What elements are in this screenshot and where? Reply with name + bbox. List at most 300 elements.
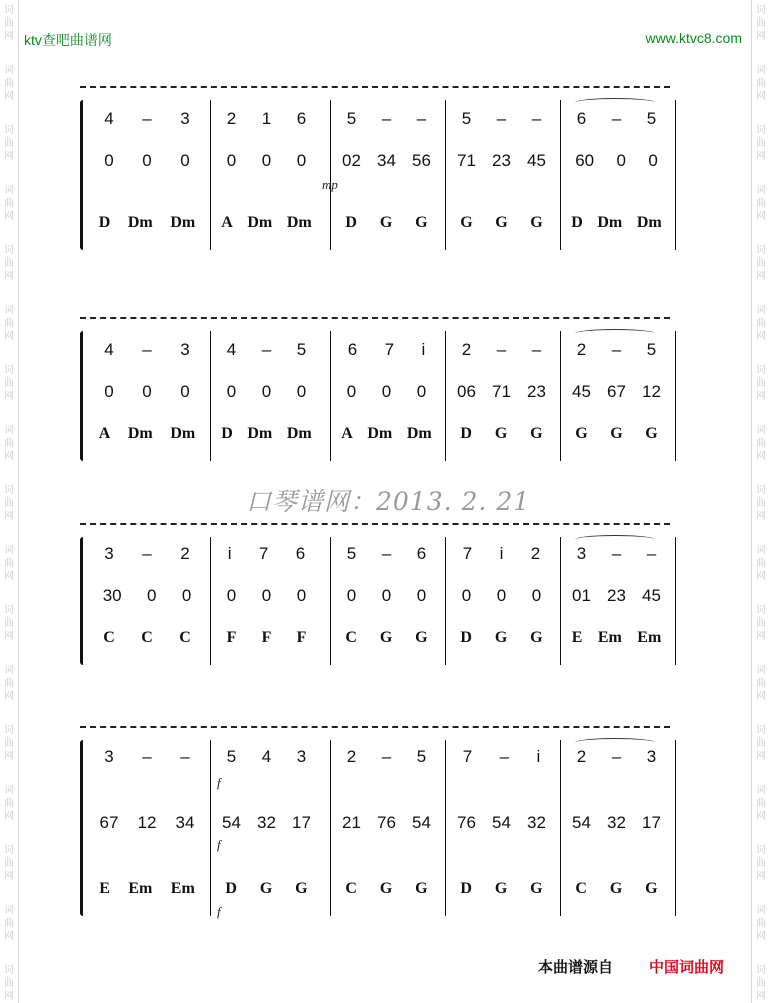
margin-char: 网 <box>756 571 766 582</box>
note-group: 2 <box>180 544 190 563</box>
chord-symbol: D <box>460 629 472 646</box>
margin-char: 曲 <box>4 858 14 869</box>
note-group: 54 <box>222 813 241 832</box>
note-group: 0 <box>296 151 307 170</box>
measure <box>449 625 554 651</box>
note-group: 5 <box>646 109 657 128</box>
measure <box>564 876 669 902</box>
note-group: 0 <box>416 586 427 605</box>
chord-symbol: C <box>345 880 357 897</box>
measure <box>334 421 439 447</box>
measure <box>449 583 554 609</box>
margin-char: 网 <box>4 271 14 282</box>
note-group: 3 <box>296 747 307 766</box>
bar-line <box>330 100 331 250</box>
note-group: – <box>611 544 622 563</box>
measure <box>449 106 554 132</box>
system-brace <box>80 100 83 250</box>
note-group: – <box>611 109 622 128</box>
measure <box>334 210 439 236</box>
bar-line <box>560 537 561 665</box>
margin-char: 网 <box>756 511 766 522</box>
chord-row <box>90 210 670 236</box>
note-group: 0 <box>261 151 272 170</box>
site-url-right: www.ktvc8.com <box>645 30 742 46</box>
note-group: 4 <box>261 747 272 766</box>
measure <box>334 337 439 363</box>
chord-symbol: D <box>221 425 233 442</box>
measure <box>214 625 319 651</box>
note-group: 45 <box>572 382 591 401</box>
bar-line <box>675 740 676 916</box>
note-group: 6 <box>576 109 587 128</box>
measure <box>449 337 554 363</box>
bar-line <box>445 740 446 916</box>
measure <box>449 810 554 836</box>
note-group: 6 <box>295 544 306 563</box>
note-group: i <box>421 340 426 359</box>
margin-char: 词 <box>756 365 766 376</box>
watermark-text: 口琴谱网：2013. 2. 21 <box>246 487 531 516</box>
note-group: 34 <box>377 151 396 170</box>
chord-symbol: G <box>379 880 393 897</box>
slur <box>575 738 655 747</box>
margin-char: 词 <box>756 545 766 556</box>
chord-symbol: Dm <box>170 214 196 231</box>
margin-char: 网 <box>4 571 14 582</box>
margin-char: 词 <box>4 965 14 976</box>
note-group: 0 <box>346 586 357 605</box>
chord-symbol: G <box>530 880 543 897</box>
margin-char: 曲 <box>756 78 766 89</box>
margin-char: 网 <box>4 211 14 222</box>
chord-symbol: C <box>141 629 153 646</box>
system-brace <box>80 331 83 461</box>
chord-symbol: Dm <box>170 425 196 442</box>
measure <box>90 148 204 174</box>
margin-char: 曲 <box>4 378 14 389</box>
margin-char: 曲 <box>4 738 14 749</box>
measure <box>334 625 439 651</box>
site-name-left: ktv查吧曲谱网 <box>24 32 112 48</box>
measure <box>449 379 554 405</box>
note-group: 5 <box>226 747 237 766</box>
bar-line <box>560 100 561 250</box>
note-group: 2 <box>346 747 357 766</box>
measure <box>564 744 669 770</box>
margin-char: 网 <box>4 811 14 822</box>
margin-char: 词 <box>4 845 14 856</box>
note-group: 5 <box>346 109 357 128</box>
chord-row <box>90 876 670 902</box>
note-group: 0 <box>381 586 392 605</box>
note-group: 0 <box>296 586 307 605</box>
note-group: – <box>381 747 392 766</box>
note-group: 71 <box>457 151 476 170</box>
chord-symbol: Dm <box>636 214 662 231</box>
note-group: 3 <box>180 109 190 128</box>
harmony-row <box>90 379 670 405</box>
note-group: 0 <box>381 382 392 401</box>
note-group: 5 <box>461 109 472 128</box>
slur <box>575 98 655 107</box>
margin-char: 词 <box>4 605 14 616</box>
margin-char: 曲 <box>4 558 14 569</box>
bar-line <box>675 537 676 665</box>
note-group: 12 <box>137 813 157 832</box>
note-group: 23 <box>607 586 626 605</box>
measure <box>334 744 439 770</box>
melody-row <box>90 744 670 770</box>
note-group: 4 <box>104 109 114 128</box>
chord-symbol: G <box>609 880 623 897</box>
note-group: 0 <box>531 586 542 605</box>
note-group: 34 <box>175 813 195 832</box>
margin-char: 网 <box>4 691 14 702</box>
note-group: 67 <box>607 382 626 401</box>
margin-char: 词 <box>4 305 14 316</box>
note-group: – <box>142 544 152 563</box>
measure <box>564 106 669 132</box>
measure <box>214 148 319 174</box>
note-group: – <box>142 747 152 766</box>
chord-symbol: Dm <box>286 425 312 442</box>
measure <box>334 148 439 174</box>
measure <box>334 876 439 902</box>
chord-row <box>90 421 670 447</box>
chord-symbol: F <box>296 629 307 646</box>
chord-symbol: Dm <box>367 425 393 442</box>
margin-char: 词 <box>4 545 14 556</box>
chord-symbol: D <box>98 214 111 231</box>
chord-symbol: G <box>295 880 308 897</box>
chord-symbol: D <box>225 880 237 897</box>
margin-char: 网 <box>756 211 766 222</box>
measure <box>90 421 204 447</box>
note-group: 76 <box>457 813 476 832</box>
note-group: 0 <box>181 586 192 605</box>
margin-char: 词 <box>756 485 766 496</box>
measure <box>449 541 554 567</box>
note-group: 0 <box>226 586 237 605</box>
margin-char: 曲 <box>756 918 766 929</box>
note-group: 32 <box>527 813 546 832</box>
note-group: 5 <box>416 747 427 766</box>
margin-char: 曲 <box>4 78 14 89</box>
note-group: 60 <box>575 151 595 170</box>
note-group: 7 <box>462 544 473 563</box>
margin-char: 网 <box>4 751 14 762</box>
margin-char: 词 <box>4 125 14 136</box>
margin-char: 曲 <box>756 258 766 269</box>
bar-line <box>445 100 446 250</box>
margin-char: 网 <box>756 331 766 342</box>
margin-char: 词 <box>4 725 14 736</box>
chord-symbol: G <box>415 629 428 646</box>
measure <box>334 541 439 567</box>
margin-char: 词 <box>4 785 14 796</box>
melody-row <box>90 541 670 567</box>
note-group: 0 <box>180 382 190 401</box>
dynamic-mark-f-harmony: f <box>217 837 221 852</box>
measure <box>214 337 319 363</box>
chord-symbol: E <box>99 880 110 897</box>
chord-symbol: F <box>226 629 237 646</box>
measure <box>449 210 554 236</box>
note-group: 17 <box>642 813 661 832</box>
margin-char: 词 <box>756 725 766 736</box>
measure <box>90 810 204 836</box>
note-group: 32 <box>607 813 626 832</box>
note-group: 3 <box>646 747 657 766</box>
bar-line <box>675 100 676 250</box>
chord-symbol: G <box>530 425 543 442</box>
measure <box>564 541 669 567</box>
margin-char: 曲 <box>756 318 766 329</box>
measure <box>90 379 204 405</box>
margin-char: 曲 <box>756 378 766 389</box>
note-group: 30 <box>102 586 122 605</box>
chord-symbol: Em <box>597 629 622 646</box>
note-group: i <box>499 544 504 563</box>
note-group: 5 <box>346 544 357 563</box>
harmony-row <box>90 148 670 174</box>
note-group: 21 <box>342 813 361 832</box>
note-group: 6 <box>416 544 427 563</box>
note-group: 76 <box>377 813 396 832</box>
chord-symbol: A <box>341 425 353 442</box>
margin-char: 曲 <box>4 618 14 629</box>
note-group: 7 <box>258 544 269 563</box>
margin-char: 曲 <box>4 18 14 29</box>
chord-symbol: A <box>98 425 111 442</box>
measure <box>449 876 554 902</box>
note-group: 56 <box>412 151 431 170</box>
margin-char: 网 <box>756 451 766 462</box>
note-group: 0 <box>104 151 114 170</box>
left-margin-strip <box>0 0 19 1003</box>
measure <box>564 379 669 405</box>
margin-char: 网 <box>4 391 14 402</box>
margin-char: 网 <box>4 151 14 162</box>
measure <box>564 210 669 236</box>
chord-symbol: G <box>530 629 543 646</box>
note-group: – <box>416 109 427 128</box>
dynamic-mark-f-melody: f <box>217 775 221 790</box>
note-group: 01 <box>572 586 591 605</box>
margin-char: 曲 <box>756 558 766 569</box>
margin-char: 网 <box>756 91 766 102</box>
measure <box>214 583 319 609</box>
bar-line <box>330 331 331 461</box>
chord-symbol: G <box>645 880 658 897</box>
measure <box>214 744 319 770</box>
chord-symbol: Dm <box>247 425 273 442</box>
note-group: 45 <box>642 586 661 605</box>
note-group: – <box>531 109 542 128</box>
chord-symbol: G <box>415 214 428 231</box>
measure <box>214 541 319 567</box>
chord-symbol: G <box>494 629 508 646</box>
margin-char: 曲 <box>756 858 766 869</box>
bar-line <box>445 331 446 461</box>
chord-row <box>90 625 670 651</box>
note-group: 0 <box>261 586 272 605</box>
margin-char: 网 <box>4 451 14 462</box>
note-group: – <box>499 747 510 766</box>
note-group: 0 <box>146 586 157 605</box>
note-group: 0 <box>648 151 658 170</box>
chord-symbol: D <box>460 425 472 442</box>
note-group: – <box>142 109 152 128</box>
measure <box>214 379 319 405</box>
margin-char: 词 <box>4 665 14 676</box>
margin-char: 词 <box>756 845 766 856</box>
chord-symbol: G <box>494 425 508 442</box>
chord-symbol: D <box>460 880 472 897</box>
system-top-rule <box>80 726 670 728</box>
margin-char: 词 <box>756 965 766 976</box>
system-top-rule <box>80 523 670 525</box>
note-group: 3 <box>180 340 190 359</box>
margin-char: 曲 <box>4 438 14 449</box>
measure <box>90 541 204 567</box>
margin-char: 词 <box>4 245 14 256</box>
measure <box>90 106 204 132</box>
note-group: 2 <box>530 544 541 563</box>
note-group: 17 <box>292 813 311 832</box>
chord-symbol: Em <box>637 629 662 646</box>
measure <box>334 583 439 609</box>
margin-char: 曲 <box>756 438 766 449</box>
bar-line <box>210 740 211 916</box>
bar-line <box>445 537 446 665</box>
measure <box>214 106 319 132</box>
note-group: 54 <box>492 813 511 832</box>
margin-char: 网 <box>756 931 766 942</box>
margin-char: 曲 <box>756 798 766 809</box>
note-group: – <box>381 544 392 563</box>
measure <box>90 625 204 651</box>
margin-char: 词 <box>4 425 14 436</box>
bar-line <box>210 537 211 665</box>
note-group: 0 <box>616 151 626 170</box>
margin-char: 曲 <box>756 198 766 209</box>
measure <box>449 421 554 447</box>
margin-char: 词 <box>4 365 14 376</box>
margin-char: 网 <box>4 871 14 882</box>
measure <box>334 810 439 836</box>
slur <box>575 535 655 544</box>
note-group: 4 <box>104 340 114 359</box>
note-group: 3 <box>576 544 587 563</box>
margin-char: 词 <box>756 605 766 616</box>
system-top-rule <box>80 86 670 88</box>
note-group: 0 <box>226 382 237 401</box>
margin-char: 曲 <box>756 738 766 749</box>
source-site: 中国词曲网 <box>649 959 725 976</box>
margin-char: 曲 <box>4 258 14 269</box>
measure <box>564 625 669 651</box>
harmony-row <box>90 583 670 609</box>
chord-symbol: D <box>345 214 357 231</box>
dynamic-mark-f-chords: f <box>217 904 221 919</box>
bar-line <box>210 331 211 461</box>
margin-char: 词 <box>4 65 14 76</box>
note-group: – <box>531 340 542 359</box>
chord-symbol: C <box>575 880 587 897</box>
margin-char: 词 <box>756 305 766 316</box>
chord-symbol: Dm <box>247 214 273 231</box>
measure <box>334 106 439 132</box>
margin-char: 词 <box>756 65 766 76</box>
note-group: 2 <box>576 747 587 766</box>
margin-char: 曲 <box>4 978 14 989</box>
melody-row <box>90 106 670 132</box>
note-group: 3 <box>104 747 114 766</box>
note-group: 02 <box>342 151 361 170</box>
chord-symbol: G <box>610 425 623 442</box>
chord-symbol: E <box>571 629 583 646</box>
note-group: – <box>142 340 152 359</box>
measure <box>449 744 554 770</box>
measure <box>334 379 439 405</box>
note-group: 45 <box>527 151 546 170</box>
margin-char: 词 <box>756 185 766 196</box>
margin-char: 词 <box>756 665 766 676</box>
margin-char: 曲 <box>4 678 14 689</box>
bar-line <box>210 100 211 250</box>
measure <box>449 148 554 174</box>
margin-char: 网 <box>4 331 14 342</box>
chord-symbol: Dm <box>127 214 153 231</box>
note-group: 0 <box>416 382 427 401</box>
note-group: 0 <box>461 586 472 605</box>
measure <box>90 744 204 770</box>
note-group: 6 <box>347 340 358 359</box>
margin-char: 网 <box>756 31 766 42</box>
measure <box>90 210 204 236</box>
harmony-row <box>90 810 670 836</box>
chord-symbol: Dm <box>127 425 153 442</box>
note-group: i <box>227 544 232 563</box>
chord-symbol: G <box>379 214 393 231</box>
bar-line <box>675 331 676 461</box>
bar-line <box>330 537 331 665</box>
chord-symbol: Em <box>128 880 153 897</box>
note-group: 5 <box>646 340 657 359</box>
margin-char: 网 <box>756 811 766 822</box>
source-label: 本曲谱源自 <box>538 959 614 976</box>
note-group: 7 <box>384 340 395 359</box>
note-group: 5 <box>296 340 307 359</box>
measure <box>214 210 319 236</box>
note-group: – <box>611 747 622 766</box>
melody-row <box>90 337 670 363</box>
note-group: 3 <box>104 544 114 563</box>
note-group: 67 <box>99 813 119 832</box>
margin-char: 网 <box>756 871 766 882</box>
chord-symbol: C <box>179 629 191 646</box>
note-group: 12 <box>642 382 661 401</box>
note-group: 0 <box>104 382 114 401</box>
margin-char: 网 <box>756 631 766 642</box>
chord-symbol: G <box>415 880 428 897</box>
margin-char: 网 <box>756 691 766 702</box>
note-group: – <box>261 340 272 359</box>
note-group: – <box>646 544 657 563</box>
note-group: 4 <box>226 340 237 359</box>
